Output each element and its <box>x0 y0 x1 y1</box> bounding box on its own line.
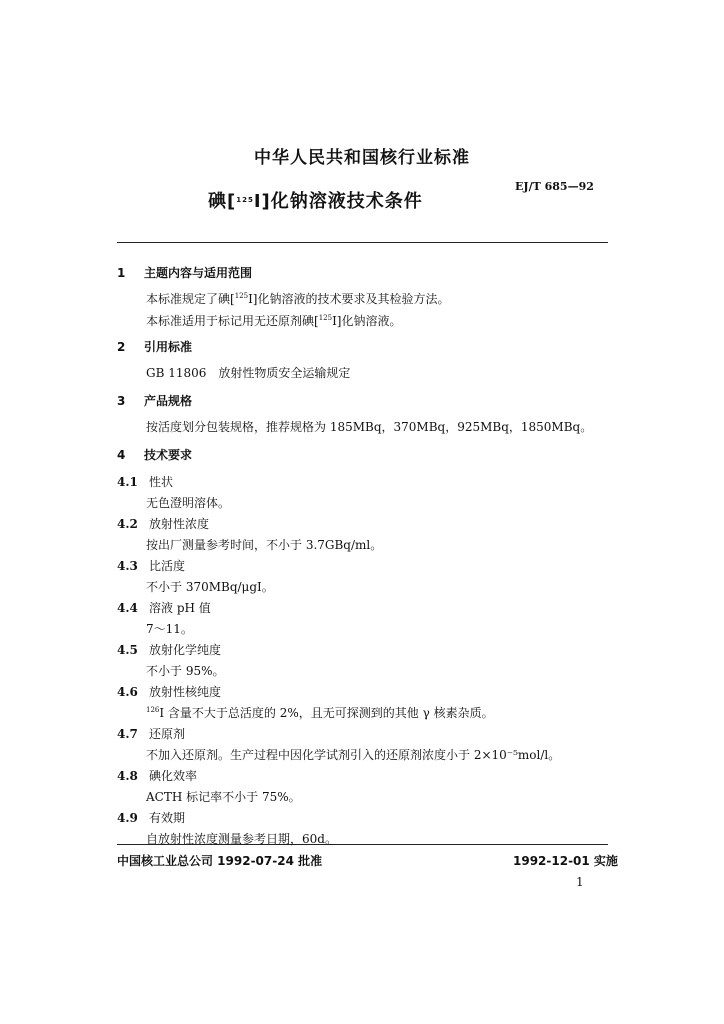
section-3-heading <box>117 392 192 409</box>
title-isotope-mass: 125 <box>236 196 254 204</box>
section-1-heading <box>117 264 252 281</box>
subsection-4-6-text <box>146 704 494 721</box>
section-2-heading <box>117 338 192 355</box>
standard-code: EJ/T 685—92 <box>515 180 594 193</box>
isotope-mass: 126 <box>146 706 160 714</box>
footer-divider <box>117 844 608 845</box>
section-4-heading <box>117 446 192 463</box>
subsection-title: 放射性浓度 <box>149 517 210 531</box>
section-number: 2 <box>117 340 126 354</box>
subsection-4-4-text: 7～11。 <box>146 622 193 636</box>
subsection-4-3-text: 不小于 370MBq/μgI。 <box>146 580 274 594</box>
subsection-number: 4.9 <box>117 811 138 825</box>
text-part: 本标准适用于标记用无还原剂碘[ <box>146 314 319 328</box>
isotope-mass: 125 <box>318 314 333 322</box>
text-part: 本标准规定了碘[ <box>146 292 235 306</box>
subsection-title: 有效期 <box>149 811 186 825</box>
subsection-4-7-text: 不加入还原剂。生产过程中因化学试剂引入的还原剂浓度小于 2×10⁻⁵mol/l。 <box>146 748 561 762</box>
subsection-4-9-heading <box>117 809 185 826</box>
text-part: I]化钠溶液。 <box>332 314 402 328</box>
subsection-number: 4.6 <box>117 685 138 699</box>
subsection-title: 放射化学纯度 <box>149 643 222 657</box>
section-title: 技术要求 <box>144 448 193 462</box>
subsection-4-2-text: 按出厂测量参考时间，不小于 3.7GBq/ml。 <box>146 538 383 552</box>
subsection-4-4-heading <box>117 599 211 616</box>
section-1-paragraph-1 <box>146 290 450 307</box>
isotope-mass: 125 <box>234 292 249 300</box>
subsection-number: 4.5 <box>117 643 138 657</box>
subsection-4-1-text: 无色澄明溶体。 <box>146 496 231 510</box>
subsection-4-5-text: 不小于 95%。 <box>146 664 225 678</box>
subsection-title: 放射性核纯度 <box>149 685 222 699</box>
section-title: 主题内容与适用范围 <box>144 266 253 280</box>
standard-organization-title: 中华人民共和国核行业标准 <box>254 148 470 168</box>
section-2-paragraph-1: GB 11806 放射性物质安全运输规定 <box>146 366 351 380</box>
subsection-4-8-heading <box>117 767 197 784</box>
subsection-4-7-heading <box>117 725 185 742</box>
subsection-number: 4.1 <box>117 475 138 489</box>
header-divider <box>117 242 608 243</box>
subsection-4-5-heading <box>117 641 221 658</box>
section-number: 3 <box>117 394 126 408</box>
subsection-4-9-text: 自放射性浓度测量参考日期，60d。 <box>146 832 337 846</box>
title-prefix: 碘[ <box>208 191 237 212</box>
text-part: I 含量不大于总活度的 2%，且无可探测到的其他 γ 核素杂质。 <box>159 706 494 720</box>
page-number: 1 <box>576 875 584 889</box>
subsection-4-3-heading <box>117 557 185 574</box>
subsection-title: 溶液 pH 值 <box>149 601 211 615</box>
section-number: 4 <box>117 448 126 462</box>
subsection-4-1-heading <box>117 473 173 490</box>
text-part: I]化钠溶液的技术要求及其检验方法。 <box>248 292 450 306</box>
section-3-paragraph-1: 按活度划分包装规格，推荐规格为 185MBq，370MBq，925MBq，1850MBq。 <box>146 420 593 434</box>
subsection-4-2-heading <box>117 515 209 532</box>
subsection-number: 4.7 <box>117 727 138 741</box>
subsection-title: 比活度 <box>149 559 186 573</box>
subsection-number: 4.4 <box>117 601 138 615</box>
subsection-number: 4.2 <box>117 517 138 531</box>
title-suffix: I]化钠溶液技术条件 <box>253 191 423 212</box>
subsection-title: 还原剂 <box>149 727 186 741</box>
subsection-title: 碘化效率 <box>149 769 198 783</box>
section-title: 产品规格 <box>144 394 193 408</box>
document-title <box>208 187 423 213</box>
section-title: 引用标准 <box>144 340 193 354</box>
section-number: 1 <box>117 266 126 280</box>
subsection-number: 4.3 <box>117 559 138 573</box>
subsection-title: 性状 <box>149 475 174 489</box>
subsection-4-8-text: ACTH 标记率不小于 75%。 <box>146 790 301 804</box>
effective-date: 1992-12-01 实施 <box>513 854 618 868</box>
subsection-number: 4.8 <box>117 769 138 783</box>
section-1-paragraph-2 <box>146 312 402 329</box>
subsection-4-6-heading <box>117 683 221 700</box>
approval-date: 中国核工业总公司 1992-07-24 批准 <box>117 854 323 868</box>
